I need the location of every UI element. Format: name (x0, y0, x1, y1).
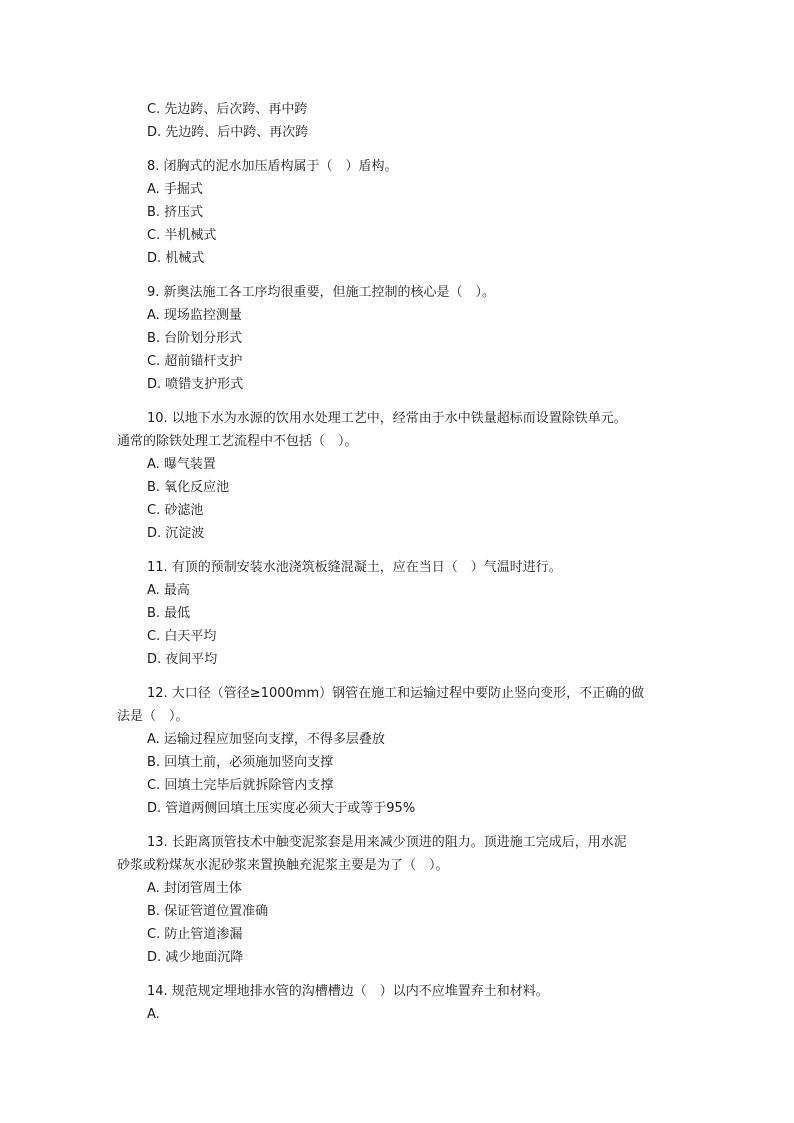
option-line: D. 夜间平均 (147, 652, 218, 667)
option-line: D. 机械式 (147, 251, 205, 266)
option-line: A. 曝气装置 (147, 457, 216, 472)
option-line: C. 半机械式 (147, 228, 217, 243)
question-stem: 13. 长距离顶管技术中触变泥浆套是用来减少顶进的阻力。顶进施工完成后，用水泥 (147, 835, 627, 850)
option-line: A. (147, 1007, 160, 1022)
option-line: D. 先边跨、后中跨、再次跨 (147, 125, 309, 140)
question-12 (117, 682, 677, 820)
question-stem: 9. 新奥法施工各工序均很重要，但施工控制的核心是（ ）。 (147, 285, 496, 300)
option-line: B. 挤压式 (147, 205, 204, 220)
question-14 (117, 980, 677, 1026)
option-line: D. 喷错支护形式 (147, 377, 244, 392)
question-9 (117, 281, 677, 396)
option-line: A. 手掘式 (147, 182, 203, 197)
option-line: A. 封闭管周土体 (147, 881, 242, 896)
option-line: C. 先边跨、后次跨、再中跨 (147, 102, 308, 117)
option-line: B. 回填土前，必须施加竖向支撑 (147, 755, 334, 770)
option-line: D. 沉淀波 (147, 526, 205, 541)
question-8 (117, 155, 677, 270)
question-10 (117, 407, 677, 545)
option-line: B. 台阶划分形式 (147, 331, 243, 346)
option-line: C. 防止管道渗漏 (147, 927, 243, 942)
option-line: A. 运输过程应加竖向支撑，不得多层叠放 (147, 732, 385, 747)
question-stem-continuation: 通常的除铁处理工艺流程中不包括（ ）。 (117, 434, 358, 449)
option-line: C. 白天平均 (147, 629, 217, 644)
option-line: D. 减少地面沉降 (147, 950, 244, 965)
question-11 (117, 556, 677, 671)
question-stem: 14. 规范规定埋地排水管的沟槽槽边（ ）以内不应堆置弃土和材料。 (147, 984, 549, 999)
question-stem: 12. 大口径（管径≥1000mm）钢管在施工和运输过程中要防止竖向变形，不正确的做 (147, 686, 645, 701)
option-line: D. 管道两侧回填土压实度必须大于或等于95% (147, 801, 416, 816)
option-line: B. 氧化反应池 (147, 480, 230, 495)
question-stem-continuation: 法是（ ）。 (117, 709, 189, 724)
question-stem: 8. 闭胸式的泥水加压盾构属于（ ）盾构。 (147, 159, 398, 174)
option-line: C. 砂滤池 (147, 503, 204, 518)
option-line: C. 回填土完毕后就拆除管内支撑 (147, 778, 334, 793)
option-line: A. 现场监控测量 (147, 308, 242, 323)
option-line: B. 保证管道位置准确 (147, 904, 269, 919)
question-stem-continuation: 砂浆或粉煤灰水泥砂浆来置换触充泥浆主要是为了（ ）。 (117, 858, 449, 873)
option-line: A. 最高 (147, 583, 190, 598)
option-line: C. 超前锚杆支护 (147, 354, 243, 369)
lead-options (117, 98, 677, 144)
question-13 (117, 831, 677, 969)
option-line: B. 最低 (147, 606, 191, 621)
question-stem: 10. 以地下水为水源的饮用水处理工艺中，经常由于水中铁量超标而设置除铁单元。 (147, 411, 627, 426)
question-stem: 11. 有顶的预制安装水池浇筑板缝混凝土，应在当日（ ）气温时进行。 (147, 560, 562, 575)
document-body (117, 98, 677, 1026)
